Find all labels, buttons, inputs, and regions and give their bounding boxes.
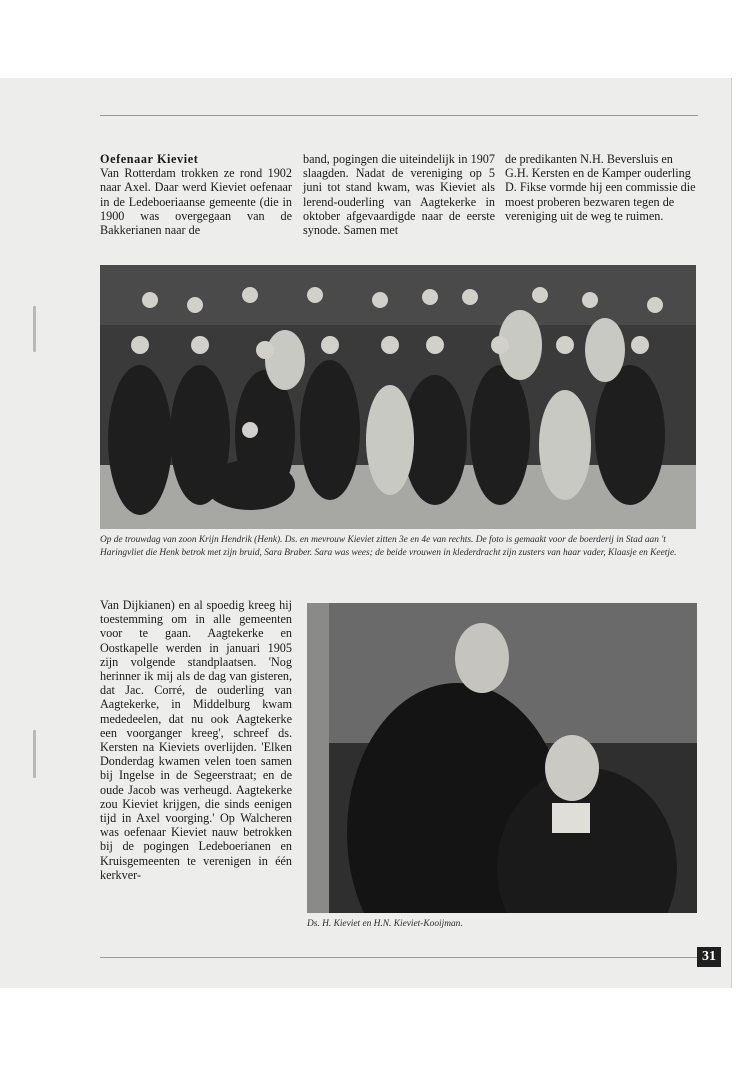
section-heading: Oefenaar Kieviet xyxy=(100,152,199,166)
text-column-2 xyxy=(303,152,495,237)
paragraph: de predikanten N.H. Beversluis en G.H. Kersten en de Kamper ouderling D. Fikse vormde hij een commissie die moest proberen bezwaren tegen de vereniging uit de weg te ruimen. xyxy=(505,152,696,223)
page-number: 31 xyxy=(697,947,721,967)
paragraph: Van Dijkianen) en al spoedig kreeg hij toestemming om in alle gemeenten voor te gaan. Aagtekerke en Oostkapelle werden in januari 1905 zijn volgende standplaatsen. 'Nog herinner ik mij als de dag van gisteren, dat Jac. Corré, de ouderling van Aagtekerke, in Middelburg kwam mededeelen, dat nu ook Aagtekerke een voorganger kreeg', schreef ds. Kersten na Kieviets overlijden. 'Elken Donderdag kwamen velen toen samen bij Ingelse in de Segeerstraat; en de oude Jacob was verheugd. Aagtekerke zou Kieviet krijgen, die sinds eenigen tijd in Axel voorging.' Op Walcheren was oefenaar Kieviet nauw betrokken bij de pogingen Ledeboerianen en Kruisgemeenten te verenigen in één kerkver- xyxy=(100,598,292,882)
wedding-photo xyxy=(100,265,696,529)
portrait-caption: Ds. H. Kieviet en H.N. Kieviet-Kooijman. xyxy=(307,919,463,929)
wedding-caption: Op de trouwdag van zoon Krijn Hendrik (Henk). Ds. en mevrouw Kieviet zitten 3e en 4e van rechts. De foto is gemaakt voor de boerderij in Stad aan 't Haringvliet die Henk betrok met zijn bruid, Sara Braber. Sara was wees; de beide vrouwen in klederdracht zijn zusters van haar vader, Klaasje en Keetje. xyxy=(100,535,677,558)
top-rule xyxy=(100,115,698,116)
bottom-rule xyxy=(100,957,698,958)
portrait-photo xyxy=(307,603,697,913)
paragraph: band, pogingen die uiteindelijk in 1907 slaagden. Nadat de vereniging op 5 juni tot stand kwam, was Kieviet als lerend-ouderling van Aagtekerke in oktober afgevaardigde naar de eerste synode. Samen met xyxy=(303,152,495,238)
text-column-lower xyxy=(100,598,292,882)
text-column-1 xyxy=(100,152,292,237)
binding-mark xyxy=(33,306,36,352)
paragraph: Van Rotterdam trokken ze rond 1902 naar Axel. Daar werd Kieviet oefenaar in de Ledeboeriaanse gemeente (die in 1900 was overgegaan van de Bakkerianen naar de xyxy=(100,166,292,238)
binding-mark xyxy=(33,730,36,778)
text-column-3 xyxy=(505,152,697,223)
